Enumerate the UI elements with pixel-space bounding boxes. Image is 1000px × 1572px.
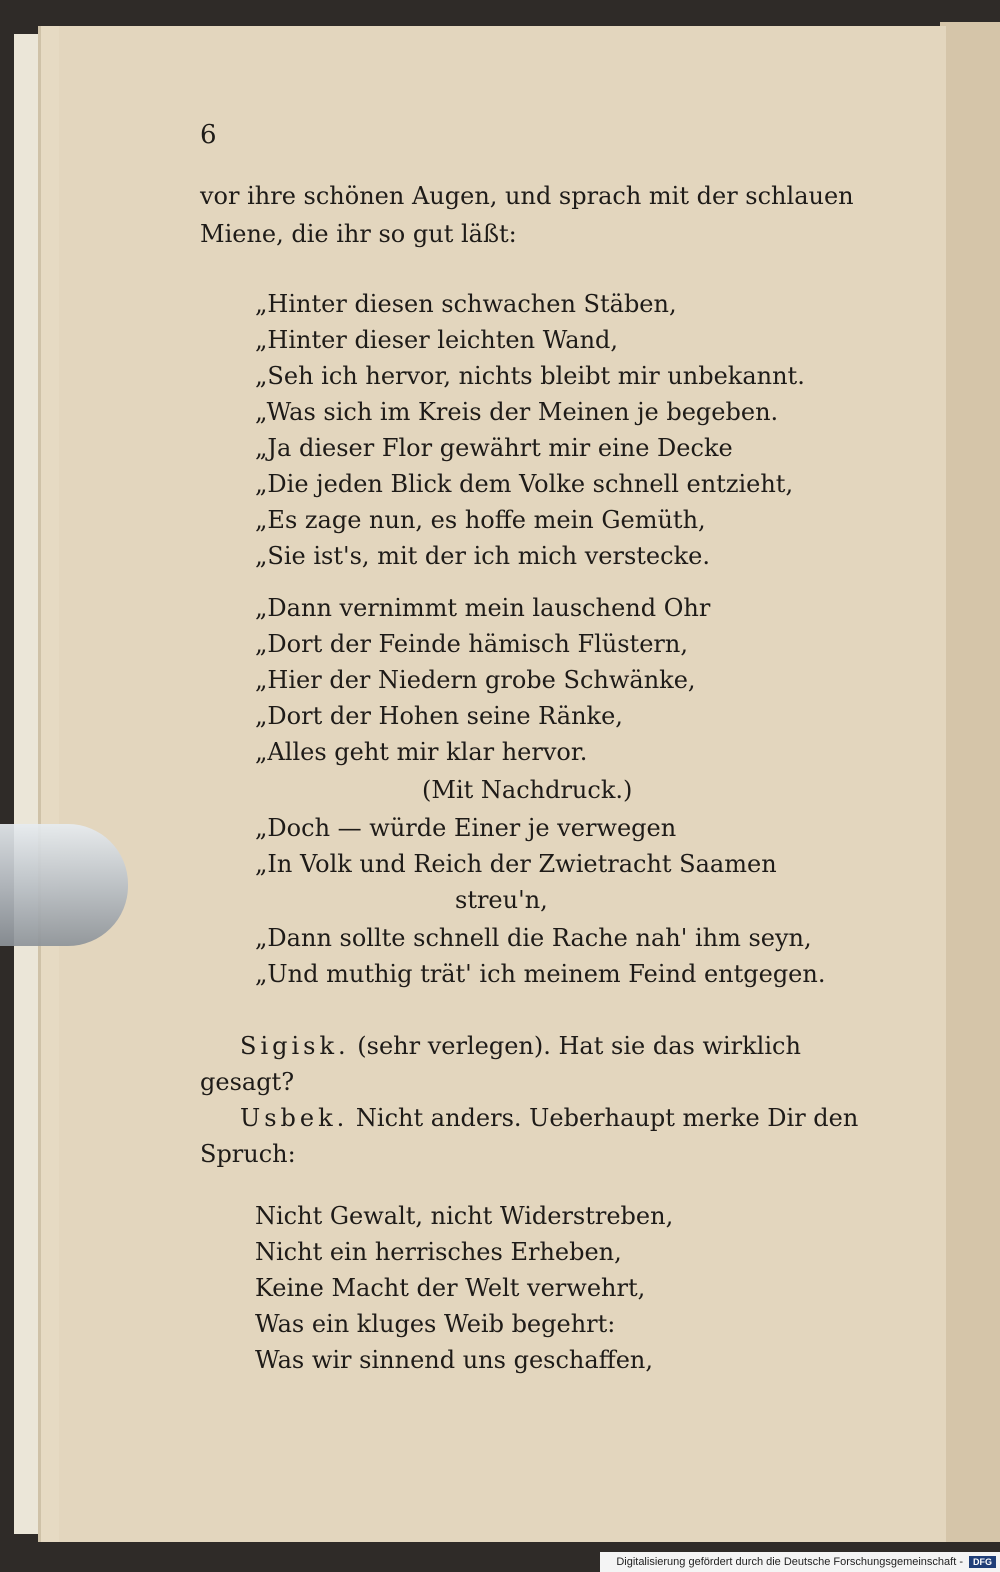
page-number: 6 — [200, 120, 217, 150]
verse-line: Keine Macht der Welt verwehrt, — [255, 1274, 646, 1302]
speaker-name: Usbek. — [240, 1104, 349, 1132]
verse-line: „Hinter diesen schwachen Stäben, — [255, 290, 677, 318]
verse-line: „Sie ist's, mit der ich mich verstecke. — [255, 542, 710, 570]
verse-line: „Alles geht mir klar hervor. — [255, 738, 588, 766]
stage-direction: (Mit Nachdruck.) — [422, 776, 633, 804]
verse-line: Was wir sinnend uns geschaffen, — [255, 1346, 654, 1374]
prose-line: vor ihre schönen Augen, und sprach mit der schlauen — [200, 182, 854, 210]
verse-line: „Doch — würde Einer je verwegen — [255, 814, 677, 842]
verse-line: Nicht Gewalt, nicht Widerstreben, — [255, 1202, 674, 1230]
verse-line: „Es zage nun, es hoffe mein Gemüth, — [255, 506, 706, 534]
dialogue-line: gesagt? — [200, 1068, 295, 1096]
dialogue-line — [240, 1104, 858, 1132]
speaker-name: Sigisk. — [240, 1032, 350, 1060]
verse-line: „Die jeden Blick dem Volke schnell entzieht, — [255, 470, 794, 498]
verse-line: „Ja dieser Flor gewährt mir eine Decke — [255, 434, 733, 462]
verse-line-continuation: streu'n, — [455, 886, 548, 914]
dialogue-line — [240, 1032, 801, 1060]
verse-line: „Dann vernimmt mein lauschend Ohr — [255, 594, 711, 622]
verse-line: „Hier der Niedern grobe Schwänke, — [255, 666, 696, 694]
dialogue-text: (sehr verlegen). Hat sie das wirklich — [357, 1032, 801, 1060]
prose-line: Miene, die ihr so gut läßt: — [200, 220, 517, 248]
dialogue-line: Spruch: — [200, 1140, 296, 1168]
verse-line: „Seh ich hervor, nichts bleibt mir unbekannt. — [255, 362, 805, 390]
verse-line: „Dort der Feinde hämisch Flüstern, — [255, 630, 688, 658]
verse-line: Nicht ein herrisches Erheben, — [255, 1238, 622, 1266]
verse-line: „Was sich im Kreis der Meinen je begeben. — [255, 398, 779, 426]
verse-line: „Dann sollte schnell die Rache nah' ihm seyn, — [255, 924, 812, 952]
verse-line: „In Volk und Reich der Zwietracht Saamen — [255, 850, 777, 878]
verse-line: „Und muthig trät' ich meinem Feind entgegen. — [255, 960, 826, 988]
next-page-edge — [940, 22, 1000, 1542]
dfg-logo: DFG — [969, 1556, 996, 1568]
verse-line: „Dort der Hohen seine Ränke, — [255, 702, 623, 730]
dialogue-text: Nicht anders. Ueberhaupt merke Dir den — [355, 1104, 859, 1132]
credit-text: Digitalisierung gefördert durch die Deutsche Forschungsgemeinschaft - — [616, 1556, 963, 1568]
verse-line: „Hinter dieser leichten Wand, — [255, 326, 619, 354]
verse-line: Was ein kluges Weib begehrt: — [255, 1310, 616, 1338]
digitization-credit — [600, 1552, 1000, 1572]
page-clip — [0, 824, 128, 946]
